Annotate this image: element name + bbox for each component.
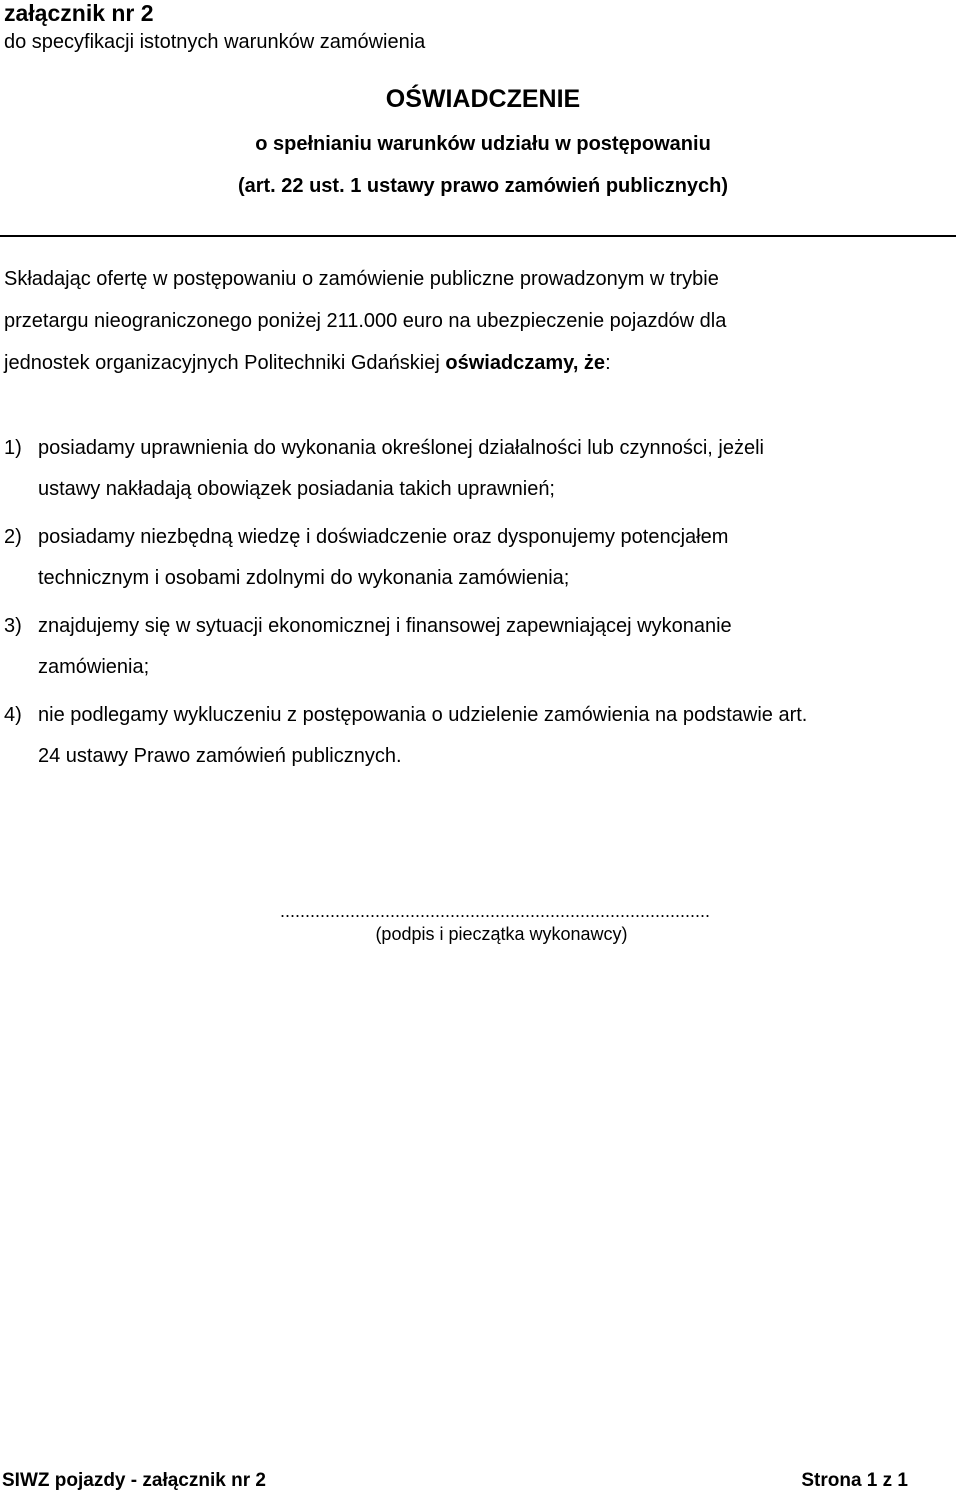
list-item [4,428,960,510]
footer-document-name: SIWZ pojazdy - załącznik nr 2 [2,1470,266,1491]
list-item-number: 1) [4,437,22,459]
list-item-line-2: ustawy nakładają obowiązek posiadania takich uprawnień; [38,478,555,500]
declaration-list [4,428,960,784]
attachment-subtitle: do specyfikacji istotnych warunków zamówienia [4,31,426,53]
declaration-phrase: oświadczamy, że [445,352,606,374]
intro-line-1: Składając ofertę w postępowaniu o zamówienie publiczne prowadzonym w trybie [4,268,719,290]
document-title: OŚWIADCZENIE [385,85,581,113]
list-item-number: 2) [4,526,22,548]
list-item-line-1: posiadamy niezbędną wiedzę i doświadczenie oraz dysponujemy potencjałem [38,526,729,548]
list-item-line-2: technicznym i osobami zdolnymi do wykonania zamówienia; [38,567,570,589]
list-item [4,517,960,599]
intro-line-3 [4,342,956,384]
list-item-line-2: 24 ustawy Prawo zamówień publicznych. [38,745,402,767]
list-item-line-1: posiadamy uprawnienia do wykonania określonej działalności lub czynności, jeżeli [38,437,764,459]
horizontal-divider [0,235,956,237]
list-item-number: 3) [4,615,22,637]
footer-page-number: Strona 1 z 1 [801,1470,908,1491]
list-item-number: 4) [4,704,22,726]
signature-label: (podpis i pieczątka wykonawcy) [375,924,628,944]
document-subtitle-line-1: o spełnianiu warunków udziału w postępowaniu [255,133,711,155]
list-item [4,695,960,777]
document-subtitle-line-2: (art. 22 ust. 1 ustawy prawo zamówień publicznych) [237,175,729,197]
list-item-line-1: nie podlegamy wykluczeniu z postępowania o udzielenie zamówienia na podstawie art. [38,704,808,726]
intro-paragraph [4,258,956,384]
signature-dotted-line: ...................................................................................... [279,901,711,921]
attachment-title: załącznik nr 2 [4,0,154,26]
intro-line-3-text: jednostek organizacyjnych Politechniki Gdańskiej [4,352,446,374]
list-item-line-1: znajdujemy się w sytuacji ekonomicznej i finansowej zapewniającej wykonanie [38,615,732,637]
list-item-line-2: zamówienia; [38,656,150,678]
intro-line-2: przetargu nieograniczonego poniżej 211.000 euro na ubezpieczenie pojazdów dla [4,310,727,332]
list-item [4,606,960,688]
intro-line-3-suffix: : [605,352,611,374]
